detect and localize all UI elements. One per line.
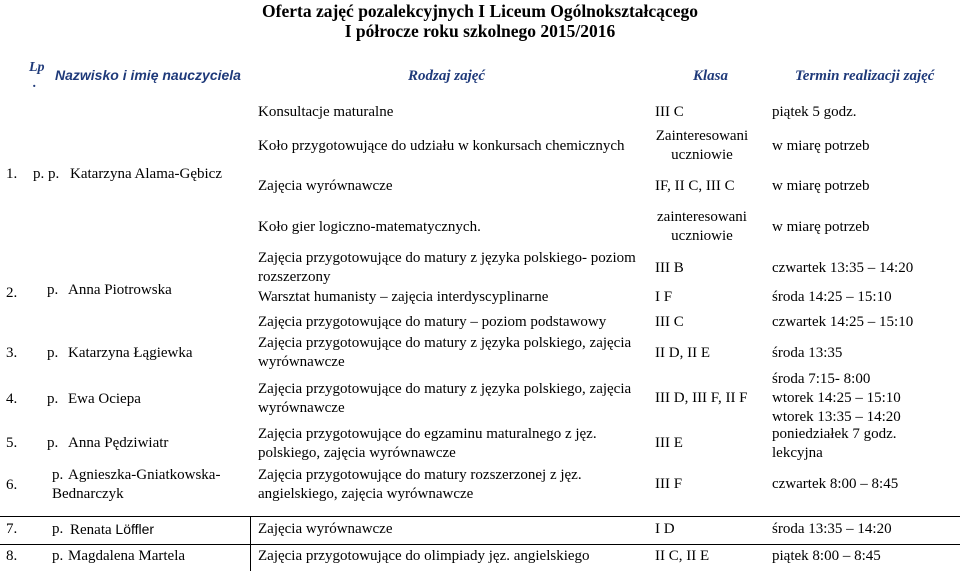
class-cell: II C, II E bbox=[655, 548, 710, 564]
term-cell: piątek 8:00 – 8:45 bbox=[772, 548, 881, 564]
activity-cell: Zajęcia przygotowujące do matury z języka polskiego- poziom bbox=[258, 250, 636, 266]
teacher-5-name: Anna Pędziwiatr bbox=[68, 435, 169, 451]
class-cell: III C bbox=[655, 314, 684, 330]
teacher-2-prefix: p. bbox=[47, 282, 59, 298]
teacher-8-prefix: p. bbox=[52, 548, 64, 564]
activity-cell: Zajęcia przygotowujące do olimpiady jęz. angielskiego bbox=[258, 548, 590, 564]
teacher-1-prefix: p. p. bbox=[33, 166, 60, 182]
class-cell: II D, II E bbox=[655, 345, 710, 361]
teacher-4-name: Ewa Ociepa bbox=[68, 391, 141, 407]
term-cell: w miarę potrzeb bbox=[772, 219, 870, 235]
term-cell: środa 13:35 – 14:20 bbox=[772, 521, 892, 537]
header-activity: Rodzaj zajęć bbox=[408, 68, 486, 84]
term-cell-line3: wtorek 13:35 – 14:20 bbox=[772, 409, 901, 425]
teacher-6-lp: 6. bbox=[6, 477, 18, 493]
document-title: Oferta zajęć pozalekcyjnych I Liceum Ogólnokształcącego bbox=[262, 1, 698, 21]
activity-cell: Konsultacje maturalne bbox=[258, 104, 394, 120]
teacher-5-lp: 5. bbox=[6, 435, 18, 451]
row-divider bbox=[0, 544, 960, 545]
term-cell: środa 7:15- 8:00 bbox=[772, 371, 871, 387]
teacher-7-name bbox=[70, 520, 154, 540]
teacher-7-surname: Löffler bbox=[115, 521, 155, 537]
activity-cell-line2: rozszerzony bbox=[258, 269, 331, 285]
term-cell: w miarę potrzeb bbox=[772, 178, 870, 194]
activity-cell: Zajęcia przygotowujące do matury rozszerzonej z jęz. bbox=[258, 467, 582, 483]
activity-cell: Zajęcia przygotowujące do matury z języka polskiego, zajęcia bbox=[258, 381, 632, 397]
teacher-4-lp: 4. bbox=[6, 391, 18, 407]
header-lp: Lp bbox=[29, 60, 45, 75]
term-cell-line2: lekcyjna bbox=[772, 445, 823, 461]
header-term: Termin realizacji zajęć bbox=[795, 68, 935, 84]
activity-cell: Zajęcia przygotowujące do matury z języka polskiego, zajęcia bbox=[258, 335, 632, 351]
activity-cell: Zajęcia przygotowujące do egzaminu maturalnego z jęz. bbox=[258, 426, 597, 442]
class-cell: III E bbox=[655, 435, 683, 451]
term-cell-line2: wtorek 14:25 – 15:10 bbox=[772, 390, 901, 406]
term-cell: środa 14:25 – 15:10 bbox=[772, 289, 892, 305]
teacher-2-lp: 2. bbox=[6, 285, 18, 301]
teacher-8-lp: 8. bbox=[6, 548, 18, 564]
term-cell: czwartek 14:25 – 15:10 bbox=[772, 314, 914, 330]
activity-cell-line2: polskiego, zajęcia wyrównawcze bbox=[258, 445, 456, 461]
column-divider bbox=[250, 516, 251, 571]
class-cell: I D bbox=[655, 521, 675, 537]
teacher-2-name: Anna Piotrowska bbox=[68, 282, 172, 298]
activity-cell: Zajęcia wyrównawcze bbox=[258, 178, 393, 194]
term-cell: środa 13:35 bbox=[772, 345, 843, 361]
term-cell: w miarę potrzeb bbox=[772, 138, 870, 154]
class-cell: Zainteresowani bbox=[655, 128, 749, 144]
teacher-6-prefix: p. bbox=[52, 467, 64, 483]
header-class: Klasa bbox=[693, 68, 729, 84]
teacher-3-prefix: p. bbox=[47, 345, 59, 361]
teacher-3-name: Katarzyna Łągiewka bbox=[68, 345, 193, 361]
activity-cell: Zajęcia wyrównawcze bbox=[258, 521, 393, 537]
class-cell: I F bbox=[655, 289, 673, 305]
activity-cell: Zajęcia przygotowujące do matury – poziom podstawowy bbox=[258, 314, 607, 330]
teacher-4-prefix: p. bbox=[47, 391, 59, 407]
class-cell: III B bbox=[655, 260, 684, 276]
class-cell: III C bbox=[655, 104, 684, 120]
class-cell: zainteresowani bbox=[657, 209, 747, 225]
header-lp-dot: . bbox=[33, 76, 37, 91]
activity-cell-line2: wyrównawcze bbox=[258, 354, 345, 370]
class-cell: III D, III F, II F bbox=[655, 390, 748, 406]
activity-cell-line2: wyrównawcze bbox=[258, 400, 345, 416]
teacher-5-prefix: p. bbox=[47, 435, 59, 451]
teacher-7-firstname: Renata bbox=[70, 522, 116, 538]
teacher-1-name: Katarzyna Alama-Gębicz bbox=[70, 166, 222, 182]
teacher-8-name: Magdalena Martela bbox=[68, 548, 186, 564]
teacher-7-prefix: p. bbox=[52, 521, 64, 537]
term-cell: czwartek 13:35 – 14:20 bbox=[772, 260, 914, 276]
class-cell-line2: uczniowie bbox=[671, 147, 733, 163]
header-teacher: Nazwisko i imię nauczyciela bbox=[55, 67, 241, 83]
teacher-7-lp: 7. bbox=[6, 521, 18, 537]
term-cell: poniedziałek 7 godz. bbox=[772, 426, 897, 442]
class-cell: III F bbox=[655, 476, 683, 492]
class-cell: IF, II C, III C bbox=[655, 178, 735, 194]
activity-cell: Koło przygotowujące do udziału w konkursach chemicznych bbox=[258, 138, 625, 154]
activity-cell-line2: angielskiego, zajęcia wyrównawcze bbox=[258, 486, 474, 502]
document-subtitle: I półrocze roku szkolnego 2015/2016 bbox=[344, 21, 616, 41]
class-cell-line2: uczniowie bbox=[671, 228, 733, 244]
activity-cell: Koło gier logiczno-matematycznych. bbox=[258, 219, 481, 235]
teacher-3-lp: 3. bbox=[6, 345, 18, 361]
term-cell: czwartek 8:00 – 8:45 bbox=[772, 476, 899, 492]
activity-cell: Warsztat humanisty – zajęcia interdyscyplinarne bbox=[258, 289, 549, 305]
teacher-6-name-line2: Bednarczyk bbox=[52, 486, 124, 502]
teacher-6-name: Agnieszka-Gniatkowska- bbox=[68, 467, 221, 483]
teacher-1-lp: 1. bbox=[6, 166, 18, 182]
row-divider bbox=[0, 516, 960, 517]
term-cell: piątek 5 godz. bbox=[772, 104, 857, 120]
